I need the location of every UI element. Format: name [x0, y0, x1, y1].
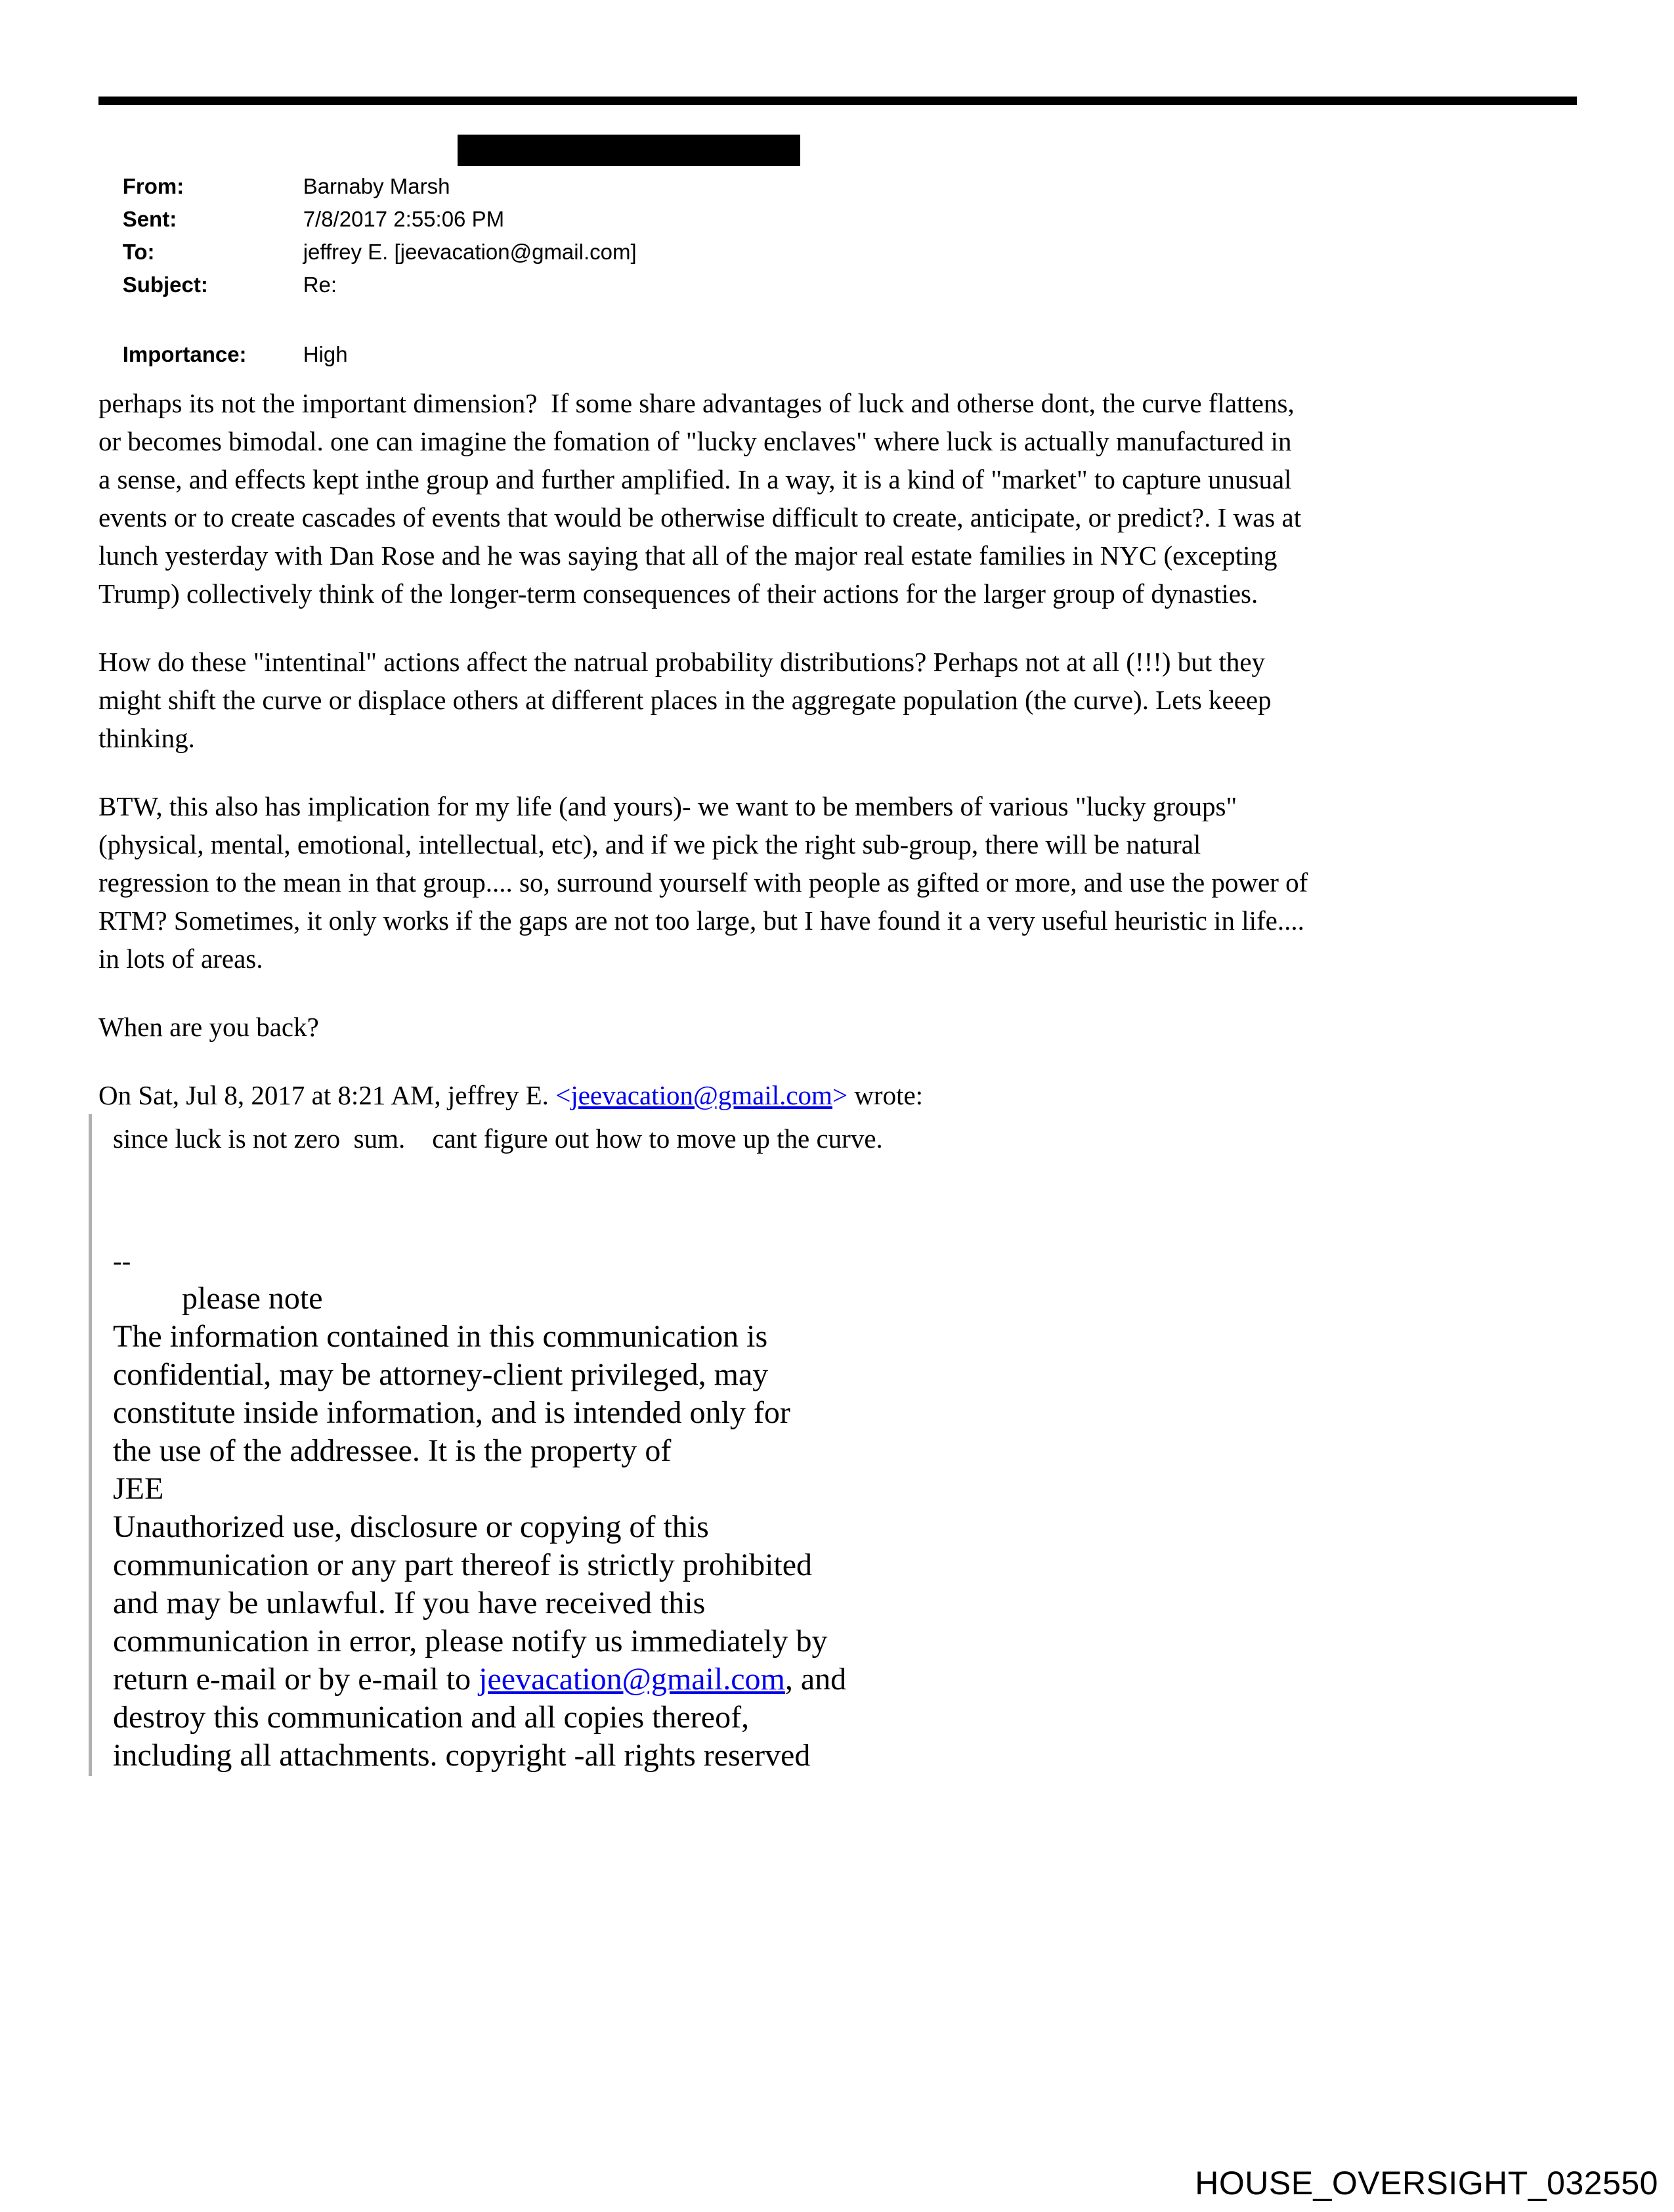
attribution-line — [98, 1076, 1608, 1114]
disclaimer-line: confidential, may be attorney-client privileged, may — [113, 1357, 769, 1392]
importance-value: High — [303, 342, 348, 366]
disclaimer-email-link[interactable]: jeevacation@gmail.com — [479, 1662, 785, 1697]
body-line: in lots of areas. — [98, 943, 263, 974]
disclaimer-line: the use of the addressee. It is the property of — [113, 1433, 672, 1468]
body-line: How do these "intentinal" actions affect the natrual probability distributions? Perhaps not at all (!!!) but they — [98, 647, 1266, 677]
disclaimer-link-suffix: , and — [784, 1662, 847, 1697]
signature-separator: -- — [113, 1246, 131, 1276]
paragraph-1 — [98, 384, 1608, 613]
body-line: When are you back? — [98, 1012, 319, 1042]
from-value: Barnaby Marsh — [303, 174, 450, 198]
attribution-text-suffix: wrote: — [848, 1080, 924, 1110]
paragraph-4 — [98, 1008, 1608, 1046]
body-line: (physical, mental, emotional, intellectual, etc), and if we pick the right sub-group, there will be natural — [98, 829, 1201, 859]
disclaimer-line: communication or any part thereof is strictly prohibited — [113, 1548, 813, 1582]
header-divider-bar — [98, 97, 1577, 105]
disclaimer-line: JEE — [113, 1471, 164, 1506]
email-body — [98, 384, 1608, 1776]
body-line: perhaps its not the important dimension? If some share advantages of luck and otherse dont, the curve flattens, — [98, 388, 1295, 418]
body-line: Trump) collectively think of the longer-term consequences of their actions for the larger group of dynasties. — [98, 578, 1258, 609]
sent-value: 7/8/2017 2:55:06 PM — [303, 207, 505, 231]
body-line: or becomes bimodal. one can imagine the fomation of "lucky enclaves" where luck is actually manufactured in — [98, 426, 1292, 456]
body-line: RTM? Sometimes, it only works if the gaps are not too large, but I have found it a very useful heuristic in life.... — [98, 905, 1304, 936]
redacted-sender-address-box — [458, 135, 800, 166]
body-line: a sense, and effects kept inthe group and further amplified. In a way, it is a kind of "market" to capture unusual — [98, 464, 1292, 494]
body-line: BTW, this also has implication for my life (and yours)- we want to be members of various "lucky groups" — [98, 791, 1237, 821]
to-value: jeffrey E. [jeevacation@gmail.com] — [303, 240, 637, 264]
disclaimer-note-line: please note — [182, 1281, 323, 1316]
paragraph-3 — [98, 787, 1608, 978]
disclaimer-link-line — [113, 1660, 1608, 1699]
body-line: events or to create cascades of events that would be otherwise difficult to create, anticipate, or predict?. I was at — [98, 502, 1302, 532]
subject-label: Subject: — [122, 272, 208, 297]
sent-label: Sent: — [122, 207, 177, 231]
attribution-text-prefix: On Sat, Jul 8, 2017 at 8:21 AM, jeffrey E. — [98, 1080, 556, 1110]
importance-label: Importance: — [122, 342, 247, 366]
quoted-reply-block — [89, 1114, 1608, 1776]
sender-email-link[interactable]: jeevacation@gmail.com — [570, 1080, 832, 1110]
disclaimer-line: including all attachments. copyright -all rights reserved — [113, 1738, 811, 1773]
subject-value: Re: — [303, 272, 337, 297]
body-line: might shift the curve or displace others at different places in the aggregate population (the curve). Lets keeep — [98, 685, 1272, 715]
to-label: To: — [122, 240, 155, 264]
disclaimer-line: and may be unlawful. If you have received this — [113, 1586, 706, 1620]
disclaimer-line: Unauthorized use, disclosure or copying of this — [113, 1509, 709, 1544]
disclaimer-line: constitute inside information, and is intended only for — [113, 1395, 790, 1430]
body-line: lunch yesterday with Dan Rose and he was saying that all of the major real estate families in NYC (excepting — [98, 540, 1277, 571]
angle-bracket-close: > — [832, 1080, 848, 1110]
quoted-message-line: since luck is not zero sum. cant figure out how to move up the curve. — [113, 1123, 883, 1154]
angle-bracket-open: < — [555, 1080, 571, 1110]
body-line: regression to the mean in that group.... so, surround yourself with people as gifted or more, and use the power of — [98, 867, 1308, 898]
disclaimer-line: The information contained in this communication is — [113, 1319, 768, 1354]
bates-stamp: HOUSE_OVERSIGHT_032550 — [1195, 2165, 1658, 2201]
paragraph-2 — [98, 643, 1608, 757]
from-label: From: — [122, 174, 184, 198]
disclaimer-line: destroy this communication and all copies thereof, — [113, 1700, 750, 1735]
disclaimer-line: communication in error, please notify us immediately by — [113, 1624, 828, 1659]
reply-attribution — [98, 1076, 1608, 1114]
disclaimer-link-prefix: return e-mail or by e-mail to — [113, 1662, 479, 1697]
body-line: thinking. — [98, 723, 195, 753]
